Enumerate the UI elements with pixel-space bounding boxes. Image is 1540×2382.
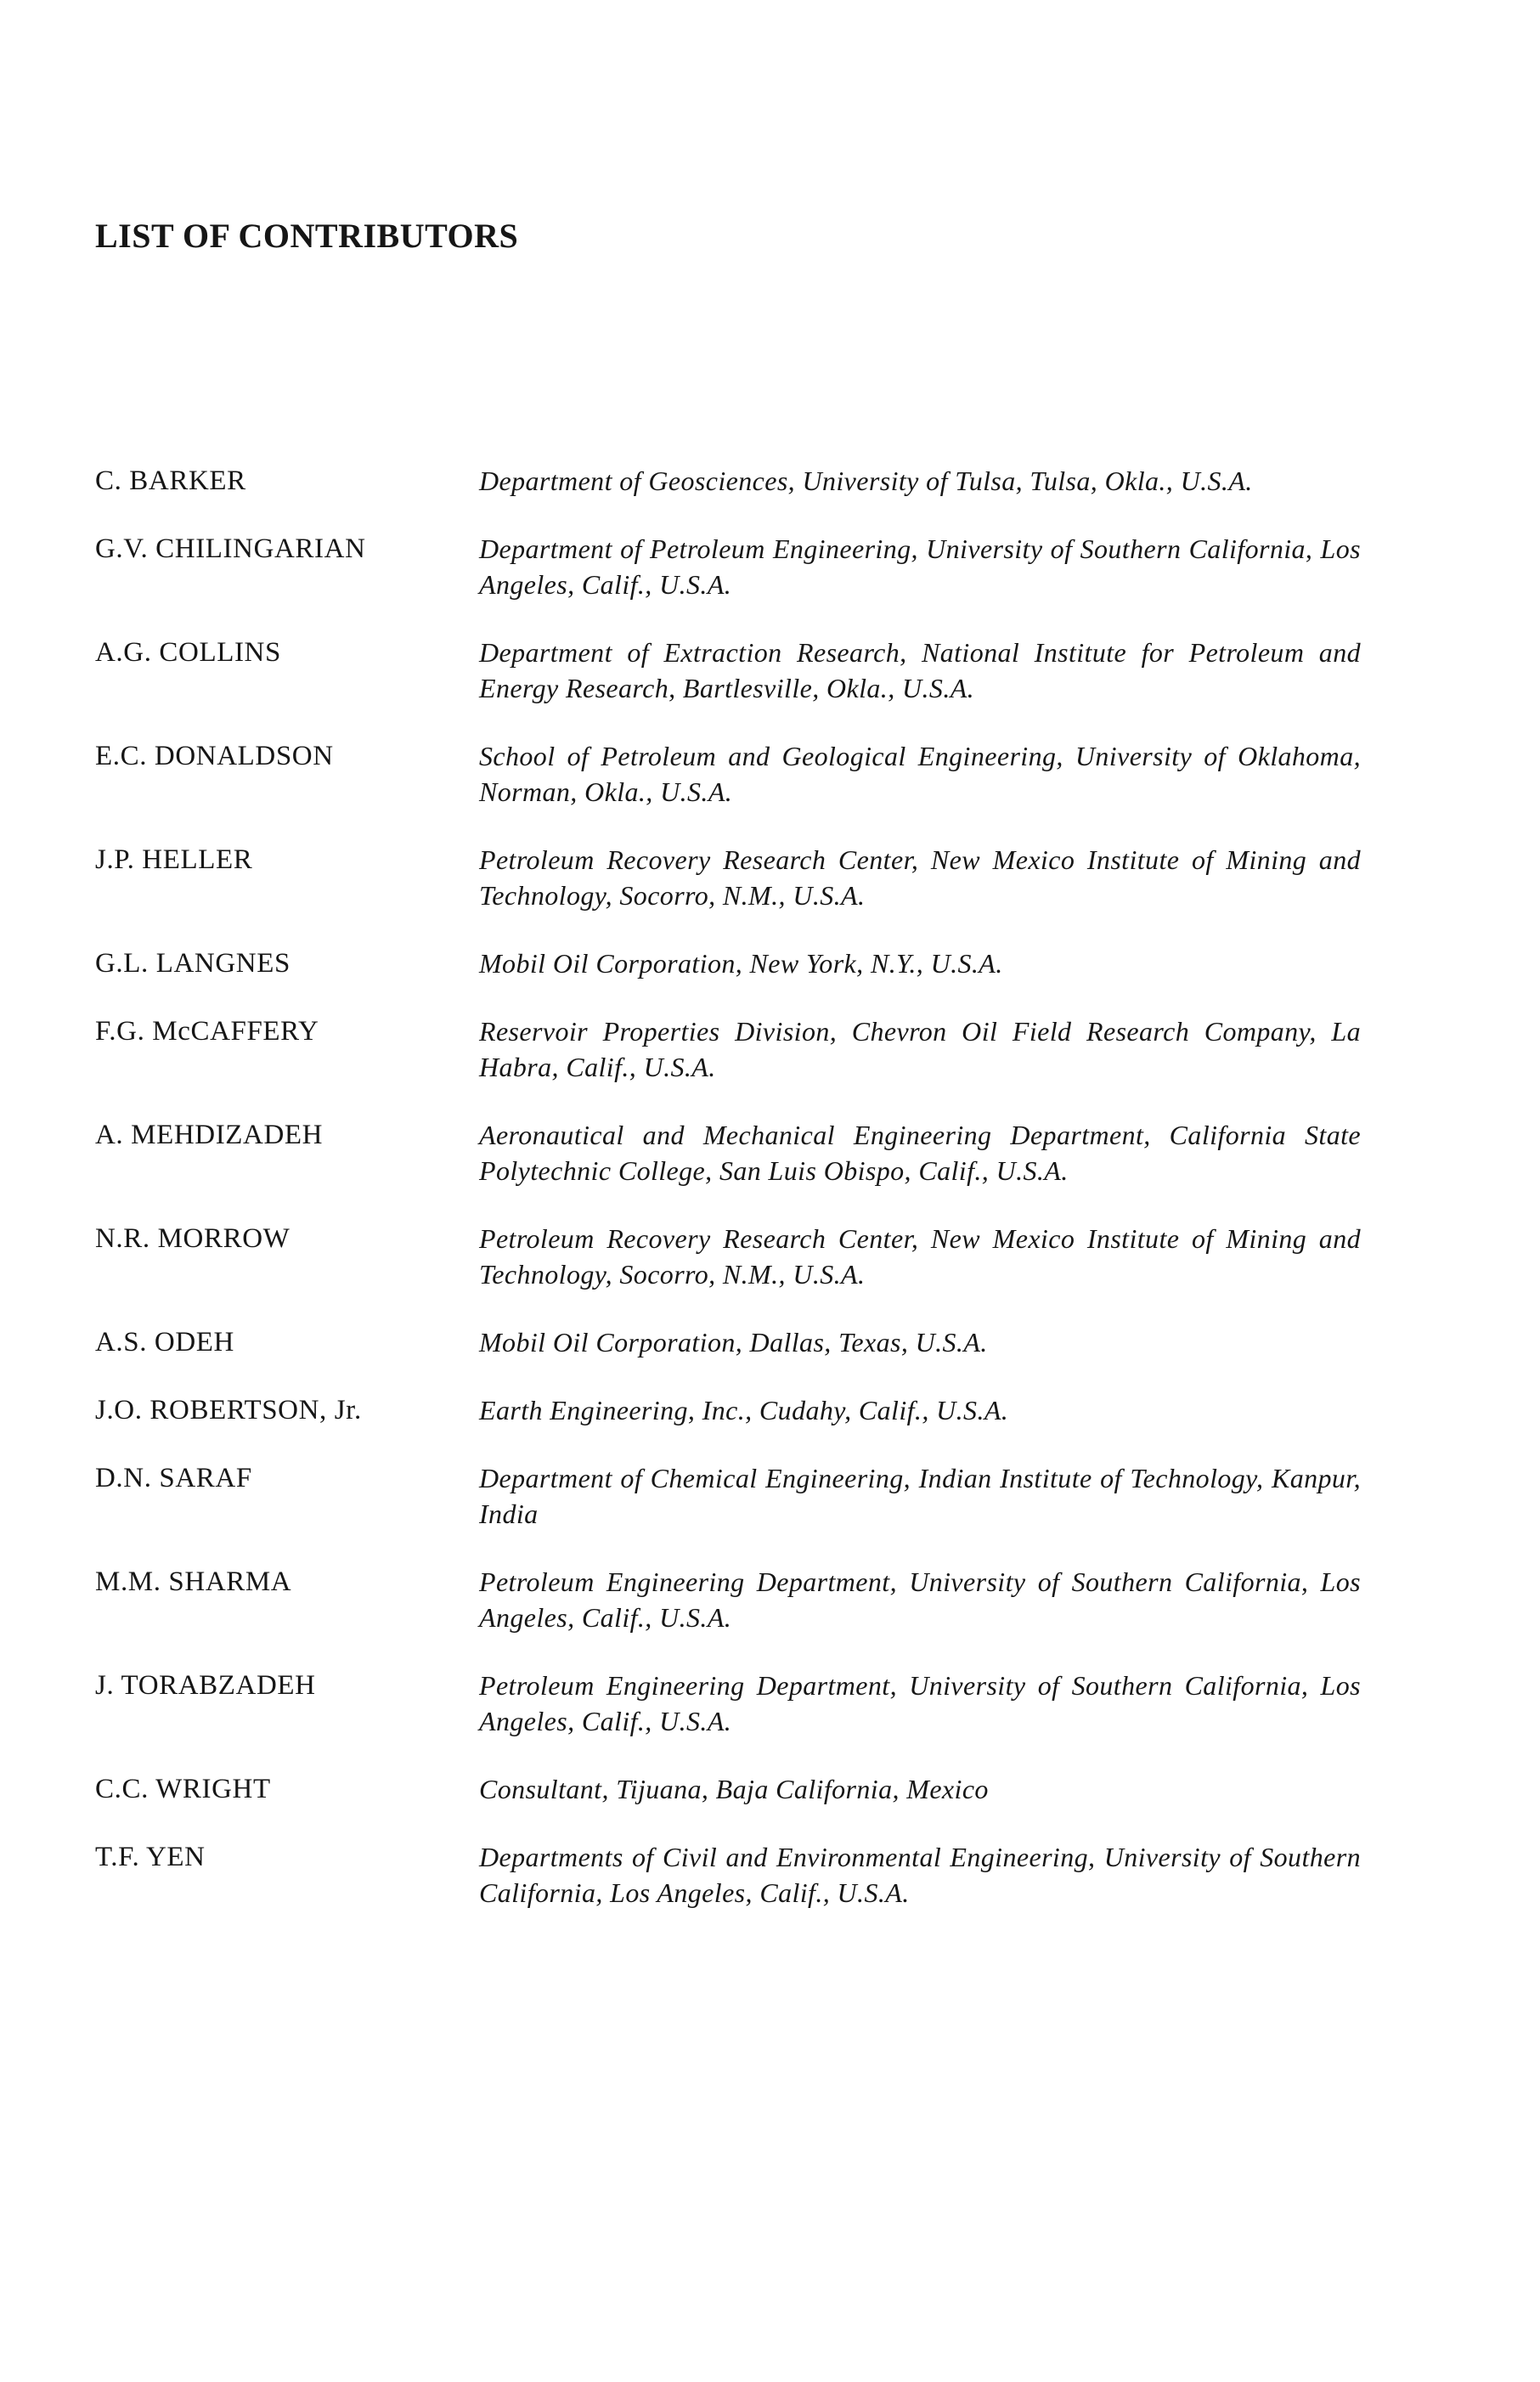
contributor-affiliation: Petroleum Engineering Department, University of Southern California, Los Angeles, Calif., U.S.A. <box>479 1566 1361 1633</box>
contributor-entry <box>95 1460 1361 1532</box>
contributor-name: C.C. WRIGHT <box>95 1774 271 1804</box>
contributor-entry <box>95 738 1361 810</box>
contributor-affiliation: Department of Chemical Engineering, Indian Institute of Technology, Kanpur, India <box>479 1463 1361 1529</box>
contributor-affiliation: Earth Engineering, Inc., Cudahy, Calif., U.S.A. <box>479 1395 1009 1425</box>
page-title: LIST OF CONTRIBUTORS <box>95 217 519 255</box>
contributor-affiliation: Petroleum Engineering Department, University of Southern California, Los Angeles, Calif., U.S.A. <box>479 1670 1361 1736</box>
contributor-affiliation: Department of Petroleum Engineering, University of Southern California, Los Angeles, Calif., U.S.A. <box>479 533 1361 600</box>
contributor-affiliation: Departments of Civil and Environmental Engineering, University of Southern California, Los Angeles, Calif., U.S.A. <box>479 1842 1361 1908</box>
contributor-list <box>95 463 1361 1911</box>
contributor-entry <box>95 1117 1361 1188</box>
contributor-name: J. TORABZADEH <box>95 1670 316 1701</box>
contributor-affiliation: Aeronautical and Mechanical Engineering Department, California State Polytechnic College, San Luis Obispo, Calif., U.S.A. <box>479 1120 1361 1186</box>
contributor-affiliation: Consultant, Tijuana, Baja California, Mexico <box>479 1774 989 1804</box>
contributor-name: G.V. CHILINGARIAN <box>95 533 366 564</box>
contributor-entry <box>95 1564 1361 1635</box>
contributor-name: J.P. HELLER <box>95 844 253 875</box>
contributor-name: G.L. LANGNES <box>95 948 291 979</box>
contributor-entry <box>95 1013 1361 1085</box>
contributor-entry <box>95 635 1361 706</box>
contributor-affiliation: Reservoir Properties Division, Chevron Oil Field Research Company, La Habra, Calif., U.S.A. <box>479 1016 1361 1082</box>
contributor-affiliation: School of Petroleum and Geological Engineering, University of Oklahoma, Norman, Okla., U.S.A. <box>479 741 1361 807</box>
contributor-name: A.S. ODEH <box>95 1327 234 1358</box>
contributor-entry <box>95 1771 1361 1807</box>
contributor-name: M.M. SHARMA <box>95 1566 292 1597</box>
contributor-name: D.N. SARAF <box>95 1463 252 1493</box>
contributor-name: N.R. MORROW <box>95 1223 291 1254</box>
contributor-entry <box>95 945 1361 981</box>
contributor-entry <box>95 531 1361 602</box>
contributor-affiliation: Mobil Oil Corporation, New York, N.Y., U.S.A. <box>479 948 1003 979</box>
contributor-name: A. MEHDIZADEH <box>95 1120 324 1150</box>
contributor-name: C. BARKER <box>95 466 246 496</box>
contributor-affiliation: Department of Extraction Research, National Institute for Petroleum and Energy Research, Bartlesville, Okla., U.S.A. <box>479 637 1361 703</box>
contributor-name: T.F. YEN <box>95 1842 206 1872</box>
contributor-entry <box>95 842 1361 913</box>
contributor-entry <box>95 1221 1361 1292</box>
contributor-name: A.G. COLLINS <box>95 637 281 668</box>
contributor-affiliation: Mobil Oil Corporation, Dallas, Texas, U.S.A. <box>479 1327 988 1358</box>
contributor-name: E.C. DONALDSON <box>95 741 334 771</box>
contributor-entry <box>95 1392 1361 1428</box>
contributor-affiliation: Petroleum Recovery Research Center, New Mexico Institute of Mining and Technology, Socorro, N.M., U.S.A. <box>479 1223 1361 1290</box>
contributor-name: F.G. McCAFFERY <box>95 1016 319 1047</box>
contributor-entry <box>95 1839 1361 1911</box>
contributor-affiliation: Petroleum Recovery Research Center, New Mexico Institute of Mining and Technology, Socorro, N.M., U.S.A. <box>479 844 1361 911</box>
contributor-affiliation: Department of Geosciences, University of Tulsa, Tulsa, Okla., U.S.A. <box>479 466 1253 496</box>
contributor-name: J.O. ROBERTSON, Jr. <box>95 1395 362 1425</box>
contributor-entry <box>95 1668 1361 1739</box>
contributor-entry <box>95 463 1361 499</box>
contributor-entry <box>95 1324 1361 1360</box>
